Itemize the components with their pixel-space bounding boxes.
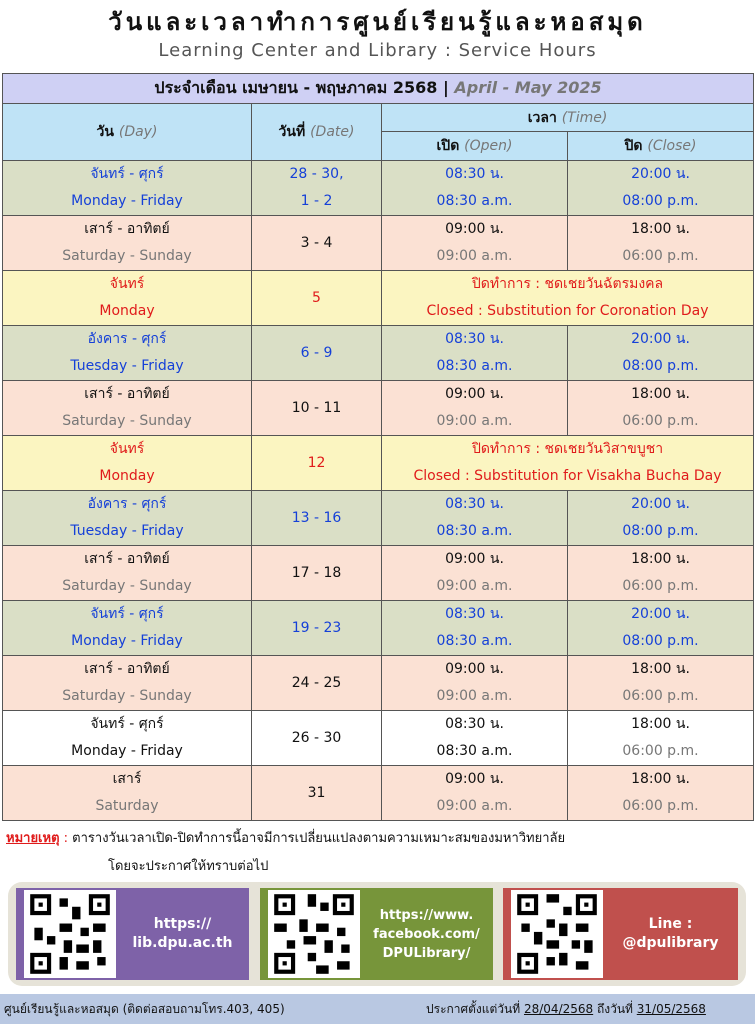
open-th: 09:00 น. — [445, 221, 504, 237]
close-en: 08:00 p.m. — [622, 193, 699, 209]
line-line-2: @dpulibrary — [622, 935, 719, 951]
header-close — [568, 132, 754, 161]
day-en: Tuesday - Friday — [70, 358, 184, 374]
day-th: เสาร์ - อาทิตย์ — [84, 221, 170, 237]
day-en: Saturday - Sunday — [62, 578, 192, 594]
date-cell: 13 - 16 — [252, 491, 382, 546]
footer-date-from: 28/04/2568 — [523, 1002, 594, 1016]
open-th: 09:00 น. — [445, 661, 504, 677]
close-th: 20:00 น. — [631, 166, 690, 182]
day-en: Monday — [99, 303, 155, 319]
close-cell — [568, 326, 754, 381]
open-en: 09:00 a.m. — [436, 688, 513, 704]
date-cell: 10 - 11 — [252, 381, 382, 436]
close-en: 06:00 p.m. — [622, 248, 699, 264]
day-th: เสาร์ — [112, 771, 142, 787]
open-cell — [382, 601, 568, 656]
open-th: 08:30 น. — [445, 166, 504, 182]
table-row — [3, 326, 754, 381]
note — [6, 827, 565, 848]
date-cell — [252, 161, 382, 216]
line-box[interactable] — [503, 888, 738, 980]
qr-code-icon — [511, 890, 603, 978]
page-subtitle: Learning Center and Library : Service Hours — [158, 40, 597, 61]
note-colon: : — [59, 831, 73, 846]
header-day-en: (Day) — [118, 124, 158, 140]
open-cell — [382, 161, 568, 216]
footer-prefix: ประกาศตั้งแต่วันที่ — [426, 1002, 524, 1016]
day-th: เสาร์ - อาทิตย์ — [84, 661, 170, 677]
open-th: 09:00 น. — [445, 551, 504, 567]
table-row — [3, 271, 754, 326]
table-row — [3, 216, 754, 271]
day-th: จันทร์ — [109, 441, 145, 457]
day-th: จันทร์ - ศุกร์ — [90, 166, 164, 182]
close-en: 08:00 p.m. — [622, 633, 699, 649]
closed-th: ปิดทำการ : ชดเชยวันฉัตรมงคล — [471, 276, 664, 292]
closed-cell — [382, 436, 754, 491]
day-cell — [3, 326, 252, 381]
close-en: 06:00 p.m. — [622, 578, 699, 594]
close-cell — [568, 216, 754, 271]
header-day-th: วัน — [96, 124, 114, 140]
header-date-en: (Date) — [310, 124, 355, 140]
date-cell: 31 — [252, 766, 382, 821]
header-day — [3, 104, 252, 161]
header-open — [382, 132, 568, 161]
date-cell: 6 - 9 — [252, 326, 382, 381]
day-cell — [3, 766, 252, 821]
close-th: 18:00 น. — [631, 221, 690, 237]
facebook-line-1: https://www. — [379, 907, 474, 923]
date-cell: 5 — [252, 271, 382, 326]
footer-mid: ถึงวันที่ — [593, 1002, 637, 1016]
day-th: อังคาร - ศุกร์ — [87, 496, 167, 512]
close-th: 18:00 น. — [631, 661, 690, 677]
close-th: 18:00 น. — [631, 771, 690, 787]
line-line-1: Line : — [648, 916, 693, 932]
date-b: 1 - 2 — [300, 193, 333, 209]
close-en: 08:00 p.m. — [622, 358, 699, 374]
date-a: 28 - 30, — [289, 166, 344, 182]
day-en: Saturday - Sunday — [62, 248, 192, 264]
header-date-th: วันที่ — [278, 124, 306, 140]
line-text[interactable] — [603, 915, 738, 953]
day-th: จันทร์ - ศุกร์ — [90, 716, 164, 732]
table-row — [3, 601, 754, 656]
day-en: Monday - Friday — [71, 633, 183, 649]
open-th: 08:30 น. — [445, 716, 504, 732]
day-cell — [3, 491, 252, 546]
close-cell — [568, 711, 754, 766]
date-cell: 19 - 23 — [252, 601, 382, 656]
header-time — [382, 104, 754, 132]
month-en: April - May 2025 — [454, 78, 602, 97]
close-en: 06:00 p.m. — [622, 798, 699, 814]
open-en: 08:30 a.m. — [436, 523, 513, 539]
day-th: จันทร์ - ศุกร์ — [90, 606, 164, 622]
closed-th: ปิดทำการ : ชดเชยวันวิสาขบูชา — [471, 441, 664, 457]
open-en: 08:30 a.m. — [436, 633, 513, 649]
open-en: 08:30 a.m. — [436, 193, 513, 209]
qr-code-icon — [24, 890, 116, 978]
table-row — [3, 546, 754, 601]
day-cell — [3, 381, 252, 436]
header-open-en: (Open) — [464, 138, 513, 154]
close-th: 18:00 น. — [631, 716, 690, 732]
open-cell — [382, 491, 568, 546]
open-cell — [382, 216, 568, 271]
day-en: Monday — [99, 468, 155, 484]
table-row — [3, 656, 754, 711]
note-line-1: ตารางวันเวลาเปิด-ปิดทำการนี้อาจมีการเปลี่ยนแปลงตามความเหมาะสมของมหาวิทยาลัย — [72, 831, 566, 846]
close-cell — [568, 656, 754, 711]
close-en: 08:00 p.m. — [622, 523, 699, 539]
facebook-text[interactable] — [360, 906, 493, 963]
header-time-en: (Time) — [561, 109, 608, 126]
close-th: 18:00 น. — [631, 386, 690, 402]
open-th: 09:00 น. — [445, 386, 504, 402]
facebook-line-3: DPULibrary/ — [382, 945, 471, 961]
closed-en: Closed : Substitution for Coronation Day — [426, 303, 709, 319]
website-box[interactable] — [16, 888, 249, 980]
header-close-th: ปิด — [624, 138, 643, 154]
month-header — [3, 74, 754, 104]
date-cell: 12 — [252, 436, 382, 491]
open-th: 08:30 น. — [445, 331, 504, 347]
open-cell — [382, 766, 568, 821]
open-cell — [382, 711, 568, 766]
open-en: 09:00 a.m. — [436, 798, 513, 814]
day-cell — [3, 601, 252, 656]
open-th: 08:30 น. — [445, 606, 504, 622]
close-cell — [568, 546, 754, 601]
open-th: 09:00 น. — [445, 771, 504, 787]
website-text[interactable] — [116, 915, 249, 953]
date-cell: 24 - 25 — [252, 656, 382, 711]
close-cell — [568, 381, 754, 436]
close-en: 06:00 p.m. — [622, 688, 699, 704]
day-th: เสาร์ - อาทิตย์ — [84, 551, 170, 567]
open-cell — [382, 381, 568, 436]
open-cell — [382, 326, 568, 381]
day-cell — [3, 436, 252, 491]
open-en: 09:00 a.m. — [436, 413, 513, 429]
day-en: Tuesday - Friday — [70, 523, 184, 539]
month-th: ประจำเดือน เมษายน - พฤษภาคม 2568 | — [154, 78, 449, 97]
open-en: 09:00 a.m. — [436, 248, 513, 264]
open-th: 08:30 น. — [445, 496, 504, 512]
footer-contact: ศูนย์เรียนรู้และหอสมุด (ติดต่อสอบถามโทร.403, 405) — [4, 1002, 285, 1016]
header-date — [252, 104, 382, 161]
footer-date-to: 31/05/2568 — [636, 1002, 706, 1016]
qr-code-icon — [268, 890, 360, 978]
close-en: 06:00 p.m. — [622, 413, 699, 429]
facebook-box[interactable] — [260, 888, 493, 980]
header-open-th: เปิด — [436, 138, 460, 154]
close-cell — [568, 601, 754, 656]
day-cell — [3, 161, 252, 216]
open-en: 08:30 a.m. — [436, 743, 513, 759]
day-th: อังคาร - ศุกร์ — [87, 331, 167, 347]
table-row — [3, 766, 754, 821]
table-row — [3, 161, 754, 216]
header-close-en: (Close) — [647, 138, 697, 154]
note-line-2: โดยจะประกาศให้ทราบต่อไป — [108, 859, 269, 874]
note-label: หมายเหตุ — [6, 831, 60, 846]
open-cell — [382, 546, 568, 601]
open-en: 09:00 a.m. — [436, 578, 513, 594]
facebook-line-2: facebook.com/ — [373, 926, 480, 942]
close-th: 20:00 น. — [631, 331, 690, 347]
day-cell — [3, 546, 252, 601]
day-cell — [3, 711, 252, 766]
table-row — [3, 711, 754, 766]
page-title: วันและเวลาทำการศูนย์เรียนรู้และหอสมุด — [108, 8, 647, 36]
table-row — [3, 436, 754, 491]
day-cell — [3, 656, 252, 711]
close-en: 06:00 p.m. — [622, 743, 699, 759]
table-row — [3, 381, 754, 436]
close-cell — [568, 161, 754, 216]
close-th: 20:00 น. — [631, 606, 690, 622]
footer-announce — [426, 1000, 706, 1019]
day-cell — [3, 271, 252, 326]
closed-en: Closed : Substitution for Visakha Bucha Day — [413, 468, 722, 484]
header-time-th: เวลา — [527, 109, 557, 126]
closed-cell — [382, 271, 754, 326]
day-cell — [3, 216, 252, 271]
table-row — [3, 491, 754, 546]
day-en: Saturday - Sunday — [62, 413, 192, 429]
day-en: Saturday - Sunday — [62, 688, 192, 704]
date-cell: 3 - 4 — [252, 216, 382, 271]
website-line-1: https:// — [153, 916, 212, 932]
website-line-2: lib.dpu.ac.th — [132, 935, 233, 951]
day-th: เสาร์ - อาทิตย์ — [84, 386, 170, 402]
close-th: 18:00 น. — [631, 551, 690, 567]
hours-table — [2, 73, 754, 821]
open-cell — [382, 656, 568, 711]
day-en: Monday - Friday — [71, 743, 183, 759]
day-th: จันทร์ — [109, 276, 145, 292]
date-cell: 17 - 18 — [252, 546, 382, 601]
open-en: 08:30 a.m. — [436, 358, 513, 374]
day-en: Monday - Friday — [71, 193, 183, 209]
close-cell — [568, 766, 754, 821]
day-en: Saturday — [95, 798, 159, 814]
close-cell — [568, 491, 754, 546]
date-cell: 26 - 30 — [252, 711, 382, 766]
close-th: 20:00 น. — [631, 496, 690, 512]
